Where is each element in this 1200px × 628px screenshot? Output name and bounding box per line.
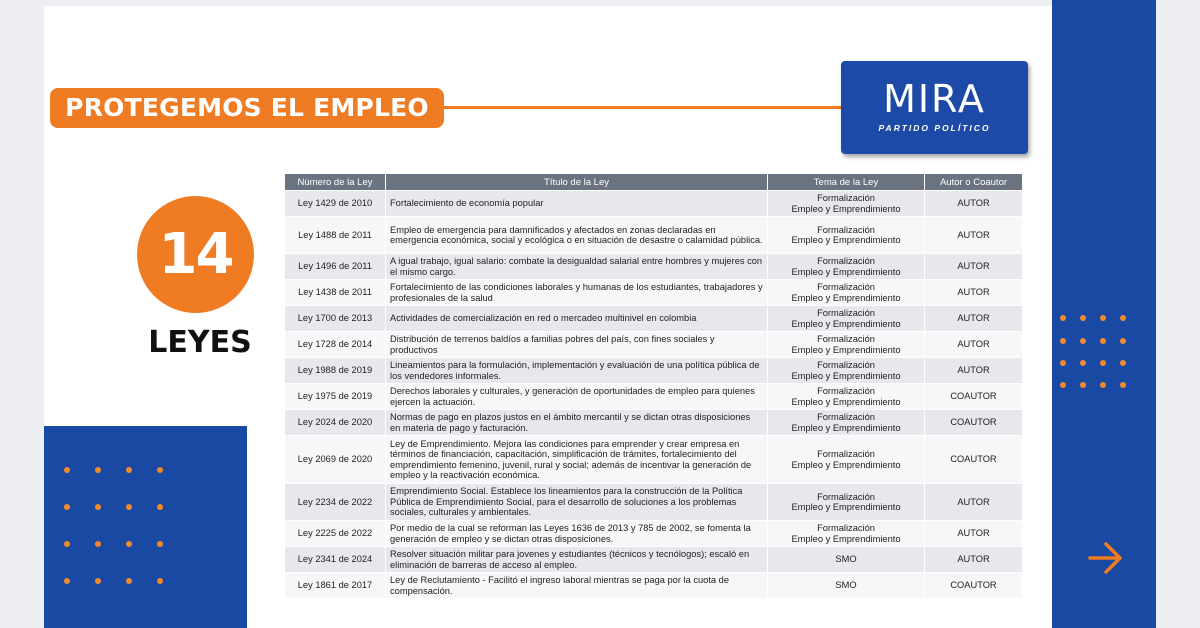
law-number: Ley 2024 de 2020 [285, 410, 386, 436]
law-author-role: AUTOR [925, 191, 1023, 217]
law-topic [768, 521, 925, 547]
table-row [285, 217, 1023, 254]
table-row [285, 358, 1023, 384]
table-row [285, 254, 1023, 280]
table-row [285, 191, 1023, 217]
law-topic-line: Empleo y Emprendimiento [791, 502, 901, 512]
table-row [285, 332, 1023, 358]
law-title: Fortalecimiento de economía popular [386, 191, 768, 217]
law-author-role: AUTOR [925, 547, 1023, 573]
law-topic-line: Empleo y Emprendimiento [791, 396, 901, 407]
law-author-role: COAUTOR [925, 384, 1023, 410]
law-number: Ley 2234 de 2022 [285, 484, 386, 521]
law-topic-line: Formalización [817, 282, 875, 292]
law-author-role: AUTOR [925, 306, 1023, 332]
law-topic [768, 573, 925, 599]
law-topic-line: Empleo y Emprendimiento [791, 318, 901, 329]
law-topic-line: Empleo y Emprendimiento [791, 422, 901, 433]
law-author-role: COAUTOR [925, 573, 1023, 599]
law-topic-line: Formalización [817, 308, 875, 318]
law-author-role: AUTOR [925, 484, 1023, 521]
law-topic [768, 384, 925, 410]
law-topic-line: Formalización [817, 334, 875, 344]
law-author-role: AUTOR [925, 358, 1023, 384]
arrow-right-icon[interactable] [1086, 538, 1126, 578]
law-topic-line: Formalización [817, 193, 875, 203]
law-title: Empleo de emergencia para damnificados y afectados en zonas declaradas en emergencia económica, social y ecológica o en situación de desastre o calamidad pública. [386, 217, 768, 254]
decorative-blue-panel-left [44, 426, 247, 628]
law-title: Por medio de la cual se reforman las Leyes 1636 de 2013 y 785 de 2002, se fomenta la generación de empleo y se dictan otras disposiciones. [386, 521, 768, 547]
law-count-number: 14 [137, 196, 254, 313]
title-rule [430, 106, 842, 109]
law-author-role: AUTOR [925, 280, 1023, 306]
law-number: Ley 1438 de 2011 [285, 280, 386, 306]
law-title: Emprendimiento Social. Establece los lineamientos para la construcción de la Política Pública de Emprendimiento Social, para el desarrollo de soluciones a los problemas sociales, culturales y ambientales. [386, 484, 768, 521]
law-topic [768, 436, 925, 484]
law-topic-line: Formalización [817, 412, 875, 422]
law-topic-line: SMO [835, 554, 857, 565]
law-topic [768, 547, 925, 573]
law-number: Ley 1728 de 2014 [285, 332, 386, 358]
table-row [285, 484, 1023, 521]
decorative-blue-panel-right [1052, 0, 1156, 628]
law-number: Ley 2069 de 2020 [285, 436, 386, 484]
law-topic [768, 280, 925, 306]
law-title: Normas de pago en plazos justos en el ámbito mercantil y se dictan otras disposiciones en materia de pago y facturación. [386, 410, 768, 436]
law-title: Ley de Reclutamiento - Facilitó el ingreso laboral mientras se paga por la cuota de compensación. [386, 573, 768, 599]
law-author-role: COAUTOR [925, 410, 1023, 436]
law-title: A igual trabajo, igual salario: combate la desigualdad salarial entre hombres y mujeres con el mismo cargo. [386, 254, 768, 280]
law-topic [768, 358, 925, 384]
law-topic-line: Formalización [817, 360, 875, 370]
table-row [285, 521, 1023, 547]
table-row [285, 436, 1023, 484]
header-numero: Número de la Ley [285, 174, 386, 191]
law-topic [768, 191, 925, 217]
law-topic-line: Formalización [817, 491, 875, 502]
law-topic-line: Empleo y Emprendimiento [791, 266, 901, 277]
table-row [285, 280, 1023, 306]
table-row [285, 410, 1023, 436]
law-title: Fortalecimiento de las condiciones laborales y humanas de los estudiantes, trabajadores y profesionales de la salud [386, 280, 768, 306]
table-row [285, 306, 1023, 332]
header-titulo: Título de la Ley [386, 174, 768, 191]
law-title: Resolver situación militar para jovenes y estudiantes (técnicos y tecnólogos); escaló en eliminación de barreras de acceso al empleo. [386, 547, 768, 573]
law-number: Ley 1861 de 2017 [285, 573, 386, 599]
law-number: Ley 1488 de 2011 [285, 217, 386, 254]
law-author-role: COAUTOR [925, 436, 1023, 484]
law-title: Lineamientos para la formulación, implementación y evaluación de una política pública de los vendedores informales. [386, 358, 768, 384]
law-topic [768, 217, 925, 254]
law-title: Actividades de comercialización en red o mercadeo multinivel en colombia [386, 306, 768, 332]
logo-word: MIRA [883, 77, 986, 121]
law-author-role: AUTOR [925, 217, 1023, 254]
law-number: Ley 1988 de 2019 [285, 358, 386, 384]
law-number: Ley 2341 de 2024 [285, 547, 386, 573]
law-topic-line: Empleo y Emprendimiento [791, 533, 901, 544]
law-number: Ley 1496 de 2011 [285, 254, 386, 280]
law-title: Derechos laborales y culturales, y generación de oportunidades de empleo para quienes ejercen la actuación. [386, 384, 768, 410]
law-topic [768, 306, 925, 332]
law-author-role: AUTOR [925, 254, 1023, 280]
law-topic-line: Empleo y Emprendimiento [791, 459, 901, 470]
law-topic-line: Formalización [817, 224, 875, 235]
law-number: Ley 1975 de 2019 [285, 384, 386, 410]
law-topic [768, 484, 925, 521]
law-topic [768, 254, 925, 280]
header-autor: Autor o Coautor [925, 174, 1023, 191]
law-number: Ley 1700 de 2013 [285, 306, 386, 332]
law-topic-line: SMO [835, 580, 857, 591]
section-title: PROTEGEMOS EL EMPLEO [50, 88, 444, 128]
law-topic-line: Formalización [817, 449, 875, 459]
law-title: Distribución de terrenos baldíos a familias pobres del país, con fines sociales y productivos [386, 332, 768, 358]
mira-logo [841, 61, 1028, 154]
law-number: Ley 2225 de 2022 [285, 521, 386, 547]
law-author-role: AUTOR [925, 332, 1023, 358]
table-row [285, 547, 1023, 573]
law-topic [768, 332, 925, 358]
law-topic-line: Empleo y Emprendimiento [791, 292, 901, 303]
logo-subtitle: PARTIDO POLÍTICO [878, 123, 991, 133]
law-topic [768, 410, 925, 436]
table-row [285, 573, 1023, 599]
law-topic-line: Formalización [817, 256, 875, 266]
laws-table [284, 173, 1023, 599]
law-number: Ley 1429 de 2010 [285, 191, 386, 217]
law-topic-line: Empleo y Emprendimiento [791, 370, 901, 381]
table-header-row [285, 174, 1023, 191]
right-margin [1156, 0, 1200, 628]
law-topic-line: Empleo y Emprendimiento [791, 344, 901, 355]
table-row [285, 384, 1023, 410]
law-topic-line: Empleo y Emprendimiento [791, 235, 901, 245]
law-topic-line: Formalización [817, 523, 875, 533]
law-author-role: AUTOR [925, 521, 1023, 547]
law-topic-line: Formalización [817, 386, 875, 396]
law-count-label: LEYES [148, 325, 252, 360]
law-topic-line: Empleo y Emprendimiento [791, 203, 901, 214]
law-title: Ley de Emprendimiento. Mejora las condiciones para emprender y crear empresa en términos de financiación, capacitación, simplificación de trámites, fortalecimiento del emprendimiento femenino, juvenil, rural y social; además de incentivar la generación de empleo y la reactivación económica. [386, 436, 768, 484]
header-tema: Tema de la Ley [768, 174, 925, 191]
